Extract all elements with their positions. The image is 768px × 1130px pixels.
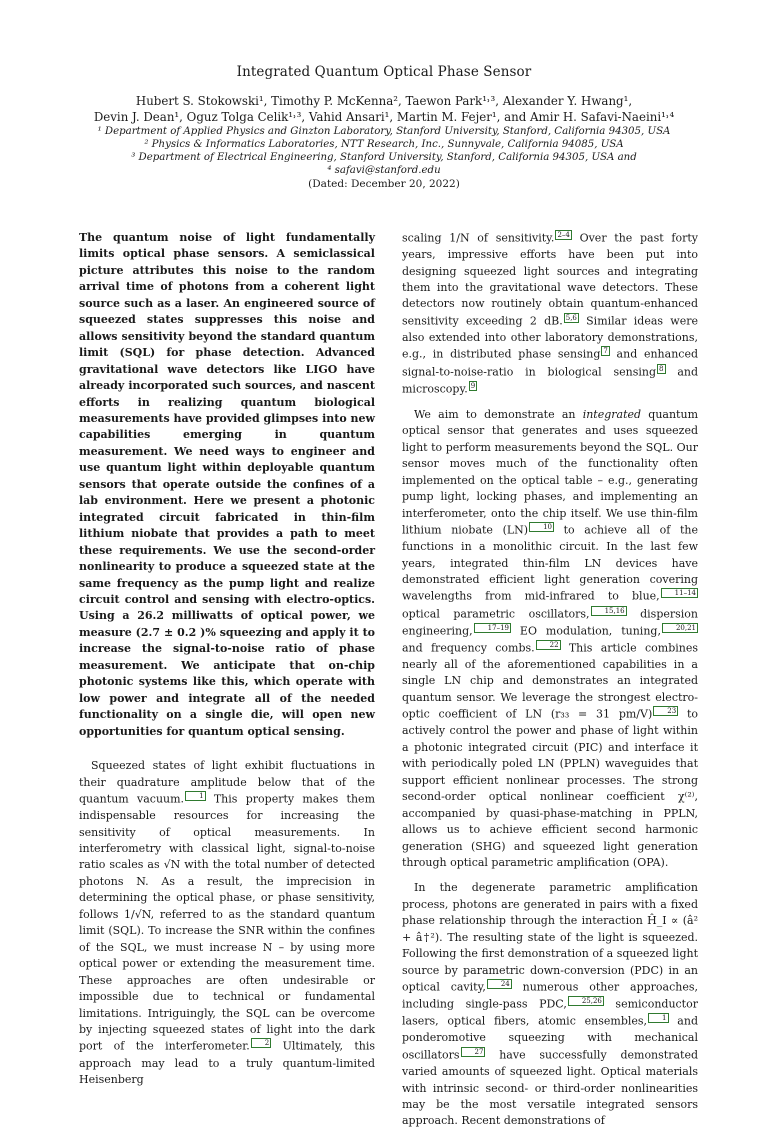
body-text: quantum optical sensor that generates and uses squeezed light to perform measurements beyond the SQL. Our sensor moves much of the functionality often implemented on the optical table – e.g., generating pump light, locking phases, and implementing an interferometer, onto the chip itself. We use thin-film lithium niobate (LN): [402, 407, 698, 537]
body-text: numerous other approaches, including single-pass PDC,: [402, 980, 698, 1011]
body-text: scaling 1/N of sensitivity.: [402, 231, 555, 245]
left-column: [79, 230, 375, 1088]
affiliation-2: ² Physics & Informatics Laboratories, NTT Research, Inc., Sunnyvale, California 94085, USA: [144, 139, 624, 150]
citation-link[interactable]: 23: [653, 706, 678, 716]
authors-line-2: Devin J. Dean¹, Oguz Tolga Celik¹˒³, Vahid Ansari¹, Martin M. Fejer¹, and Amir H. Safavi-Naeini¹˒⁴: [93, 109, 675, 124]
citation-link[interactable]: 22: [536, 640, 561, 650]
body-text: and ponderomotive squeezing with mechanical oscillators: [402, 1015, 698, 1062]
citation-link[interactable]: 27: [461, 1047, 486, 1057]
body-paragraph: [79, 758, 375, 1088]
right-column: [402, 230, 698, 1130]
citation-link[interactable]: 25,26: [568, 996, 604, 1006]
citation-link[interactable]: 5,6: [565, 313, 577, 322]
affiliation-4: ⁴ safavi@stanford.edu: [327, 165, 441, 176]
body-text: This article combines nearly all of the aforementioned capabilities in a single LN chip and demonstrates an integrated quantum sensor. We leverage the strongest electro-optic coefficient of LN (r₃₃ = 31 pm/V): [402, 641, 698, 721]
affiliation-1: ¹ Department of Applied Physics and Ginzton Laboratory, Stanford University, Stanford, California 94305, USA: [97, 126, 671, 137]
body-paragraph: [402, 407, 698, 872]
citation-link[interactable]: 15,16: [591, 606, 627, 616]
citation-link[interactable]: 1: [185, 791, 205, 801]
body-text: semiconductor lasers, optical fibers, atomic ensembles,: [402, 997, 698, 1029]
citation-link[interactable]: 1: [648, 1013, 668, 1023]
body-text: In the degenerate parametric amplification process, photons are generated in pairs with a fixed phase relationship through the interaction Ĥ_I ∝ (â² + â†²). The resulting state of the light is squeezed. Following the first demonstration of a squeezed light source by parametric down-conversion (PDC) in an optical cavity,: [402, 881, 698, 994]
body-text: optical parametric oscillators,: [402, 607, 590, 621]
emphasis-text: integrated: [582, 407, 642, 421]
body-paragraph: [402, 880, 698, 1129]
body-paragraph: [402, 230, 698, 398]
body-text: and frequency combs.: [402, 641, 535, 655]
authors-line-1: Hubert S. Stokowski¹, Timothy P. McKenna², Taewon Park¹˒³, Alexander Y. Hwang¹,: [135, 94, 633, 108]
body-text: have successfully demonstrated varied amounts of squeezed light. Optical materials with intrinsic second- or third-order nonlinearities may be the most versatile integrated sensors approach. Recent demonstrations of: [402, 1048, 698, 1128]
citation-link[interactable]: 24: [487, 979, 512, 989]
body-text: and enhanced signal-to-noise-ratio in biological sensing: [402, 348, 698, 379]
citation-link[interactable]: 8: [659, 364, 664, 373]
body-text: Over the past forty years, impressive efforts have been put into designing squeezed light sources and integrating them into the gravitational wave detectors. These detectors now routinely obtain quantum-enhanced sensitivity exceeding 2 dB.: [402, 231, 698, 328]
body-text: We aim to demonstrate an: [414, 407, 583, 421]
affiliation-3: ³ Department of Electrical Engineering, Stanford University, Stanford, California 94305, USA and: [131, 152, 637, 163]
paper-header: [60, 64, 708, 191]
paper-title: Integrated Quantum Optical Phase Sensor: [236, 64, 532, 80]
body-text: and microscopy.: [402, 365, 699, 396]
body-text: Ultimately, this approach may lead to a truly quantum-limited Heisenberg: [79, 1040, 376, 1086]
citation-link[interactable]: 7: [603, 347, 608, 356]
citation-link[interactable]: 20,21: [662, 623, 698, 633]
citation-link[interactable]: 2–4: [557, 231, 570, 239]
body-text: to actively control the power and phase of light within a photonic integrated circuit (PIC) and interface it with periodically poled LN (PPLN) waveguides that support efficient nonlinear processes. The strong second-order optical nonlinear coefficient χ⁽²⁾, accompanied by quasi-phase-matching in PPLN, allows us to achieve efficient second harmonic generation (SHG) and squeezed light generation through optical parametric amplification (OPA).: [402, 707, 698, 869]
body-text: Similar ideas were also extended into other laboratory demonstrations, e.g., in distributed phase sensing: [402, 314, 698, 362]
citation-link[interactable]: 2: [251, 1038, 271, 1048]
body-text: This property makes them indispensable resources for increasing the sensitivity of optical measurements. In interferometry with classical light, signal-to-noise ratio scales as √N with the total number of detected photons N. As a result, the imprecision in determining the optical phase, or phase sensitivity, follows 1/√N, referred to as the standard quantum limit (SQL). To increase the SNR within the confines of the SQL, we must increase N – by using more optical power or extending the measurement time. These approaches are often undesirable or impossible due to technical or fundamental limitations. Intriguingly, the SQL can be overcome by injecting squeezed states of light into the dark port of the interferometer.: [79, 792, 375, 1054]
citation-link[interactable]: 11–14: [661, 588, 698, 598]
body-text: Squeezed states of light exhibit fluctuations in their quadrature amplitude below that of the quantum vacuum.: [79, 759, 375, 806]
abstract: The quantum noise of light fundamentally limits optical phase sensors. A semiclassical picture attributes this noise to the random arrival time of photons from a coherent light source such as a laser. An engineered source of squeezed states suppresses this noise and allows sensitivity beyond the standard quantum limit (SQL) for phase detection. Advanced gravitational wave detectors like LIGO have already incorporated such sources, and nascent efforts in realizing quantum biological measurements have provided glimpses into new capabilities emerging in quantum measurement. We need ways to engineer and use quantum light within deployable quantum sensors that operate outside the confines of a lab environment. Here we present a photonic integrated circuit fabricated in thin-film lithium niobate that provides a path to meet these requirements. We use the second-order nonlinearity to produce a squeezed state at the same frequency as the pump light and realize circuit control and sensing with electro-optics. Using a 26.2 milliwatts of optical power, we measure (2.7 ± 0.2 )% squeezing and apply it to increase the signal-to-noise ratio of phase measurement. We anticipate that on-chip photonic systems like this, which operate with low power and integrate all of the needed functionality on a single die, will open new opportunities for quantum optical sensing.: [79, 231, 375, 738]
body-text: EO modulation, tuning,: [511, 624, 661, 638]
citation-link[interactable]: 17–19: [474, 623, 511, 633]
citation-link[interactable]: 10: [529, 522, 554, 532]
body-text: to achieve all of the functions in a monolithic circuit. In the last few years, integrated thin-film LN devices have demonstrated efficient light generation covering wavelengths from mid-infrared to blue,: [402, 523, 698, 604]
body-text: dispersion engineering,: [402, 607, 699, 638]
citation-link[interactable]: 9: [470, 381, 476, 390]
dated-line: (Dated: December 20, 2022): [308, 178, 460, 190]
